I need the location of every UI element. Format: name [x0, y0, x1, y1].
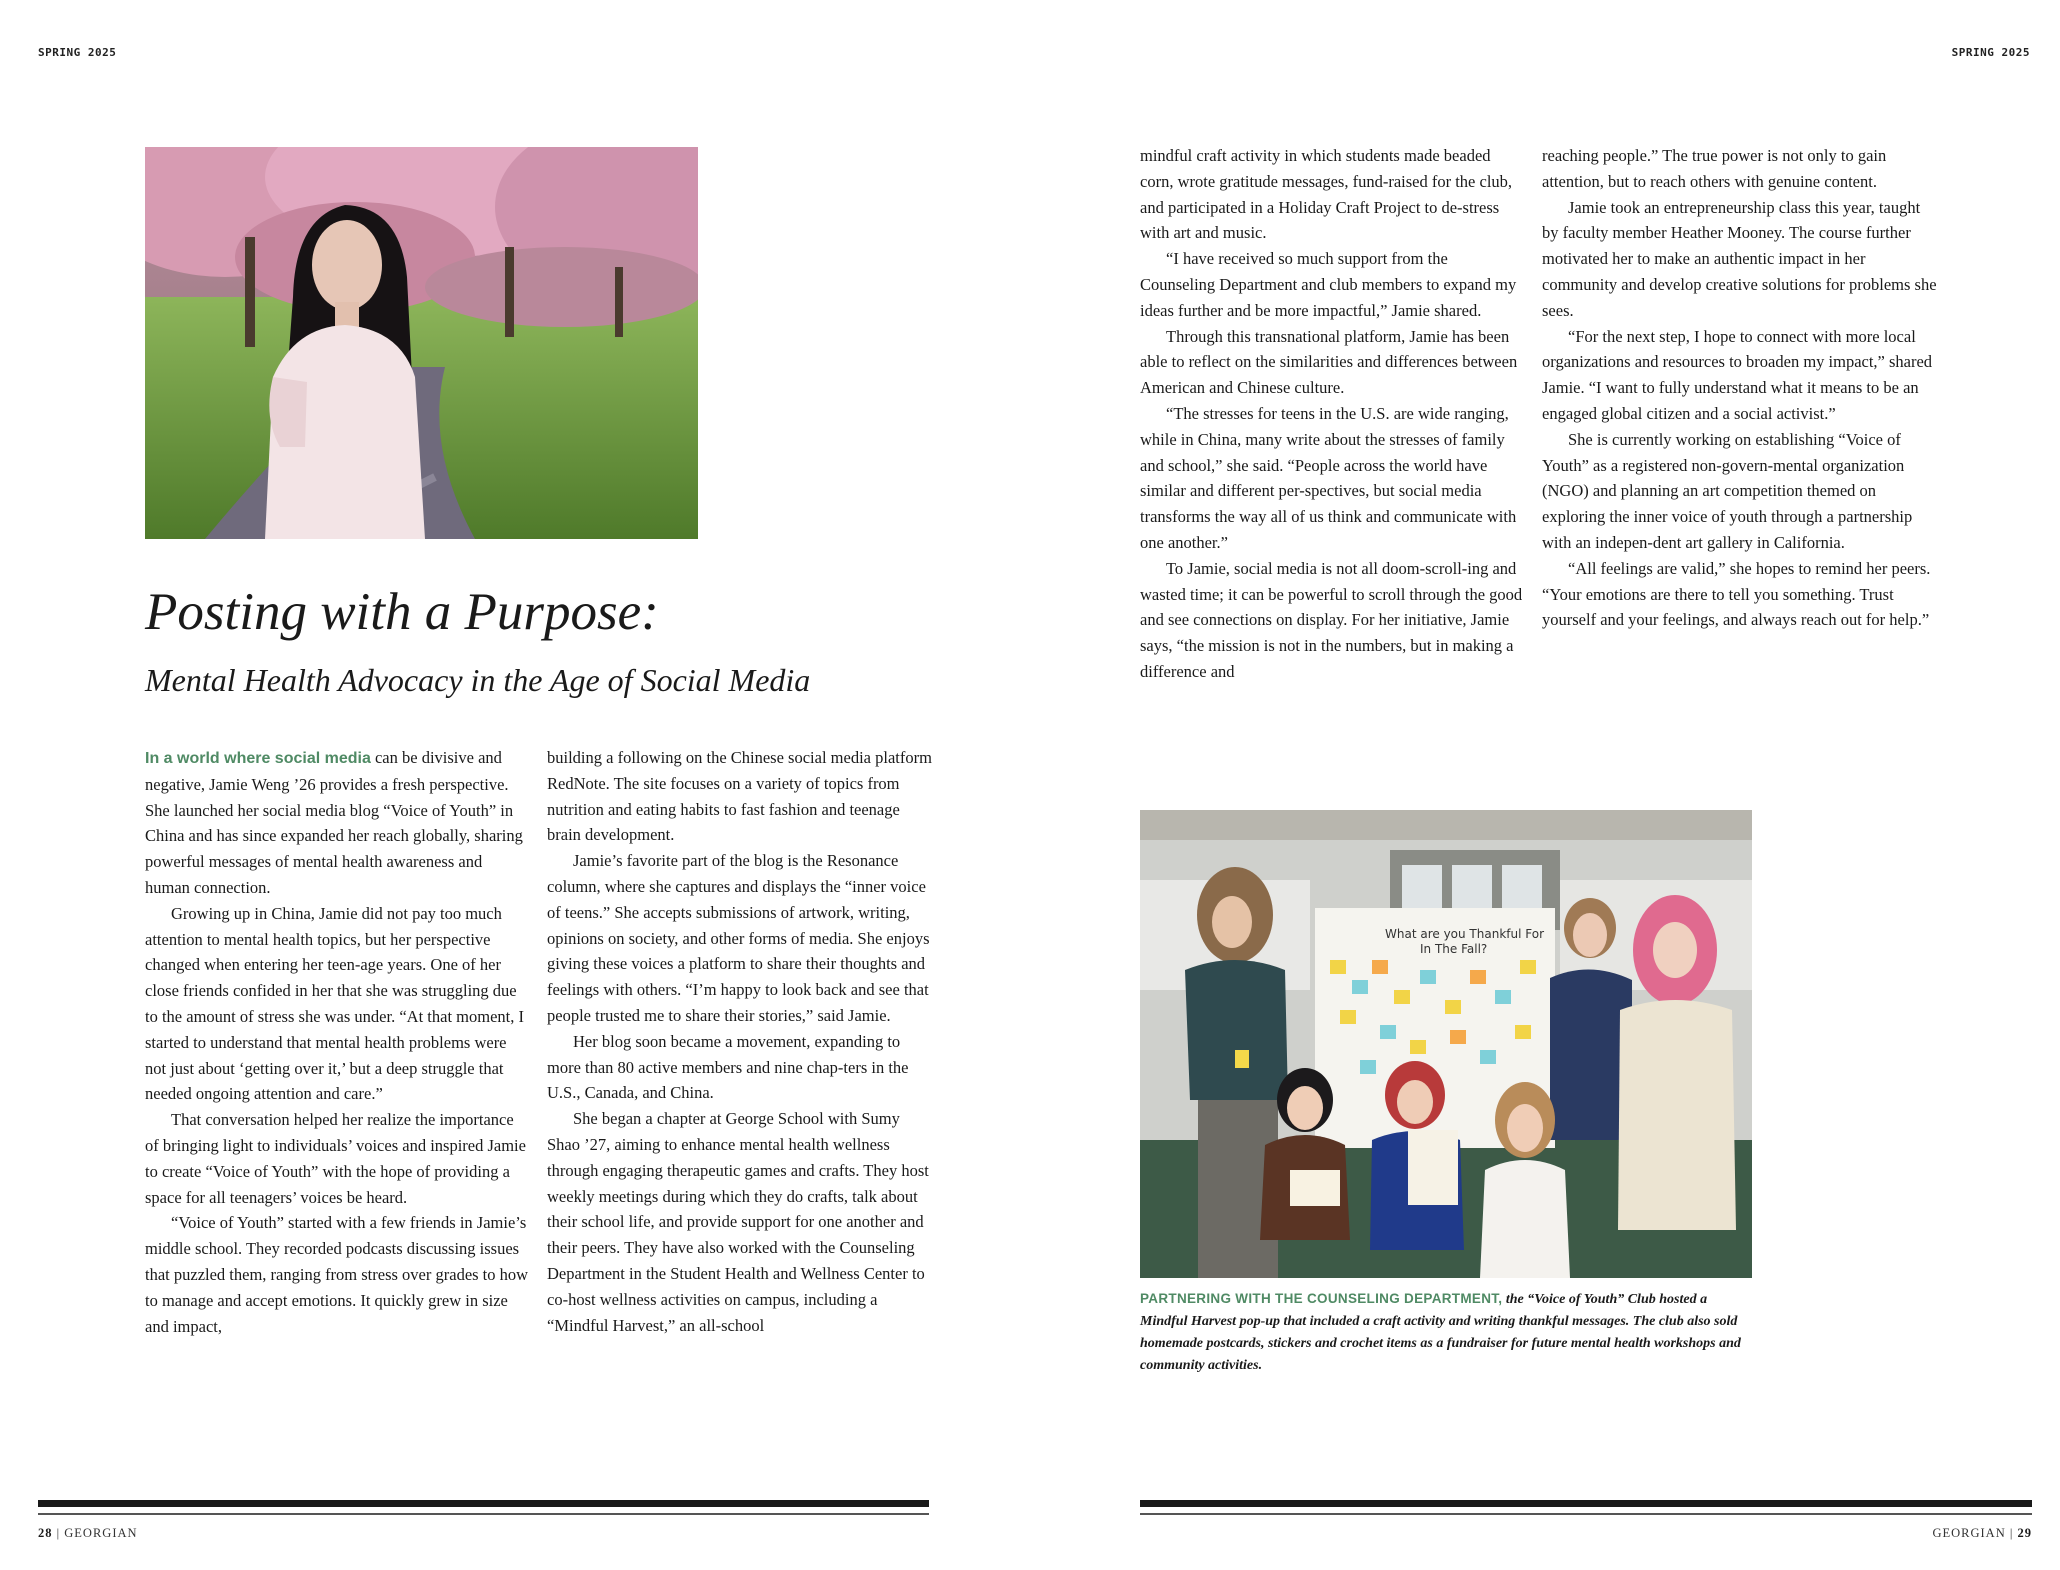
- caption-lead-in: PARTNERING WITH THE COUNSELING DEPARTMENT,: [1140, 1291, 1503, 1306]
- body-column-3: [1140, 143, 1525, 685]
- paragraph: She is currently working on establishing “Voice of Youth” as a registered non-govern-mental organization (NGO) and planning an art competition themed on exploring the inner voice of youth through a partnership with an indepen-dent art gallery in California.: [1542, 429, 1913, 552]
- paragraph: That conversation helped her realize the importance of bringing light to individuals’ voices and inspired Jamie to create “Voice of Youth” with the hope of providing a space for all teenagers’ voices be heard.: [145, 1110, 526, 1207]
- paragraph: In a world where social media can be divisive and negative, Jamie Weng ’26 provides a fresh perspective. She launched her social media blog “Voice of Youth” in China and has since expanded her reach globally, sharing powerful messages of mental health awareness and human connection.: [145, 748, 523, 897]
- paragraph: reaching people.” The true power is not only to gain attention, but to reach others with genuine content.: [1542, 146, 1887, 191]
- running-header-left: SPRING 2025: [38, 46, 117, 59]
- paragraph: To Jamie, social media is not all doom-scroll-ing and wasted time; it can be powerful to scroll through the good and see connections on display. For her initiative, Jamie says, “the mission is not in the numbers, but in making a difference and: [1140, 558, 1523, 681]
- paragraph: Her blog soon became a movement, expanding to more than 80 active members and nine chap-ters in the U.S., Canada, and China.: [547, 1031, 909, 1103]
- page-number: 28: [38, 1526, 53, 1540]
- paragraph: Through this transnational platform, Jamie has been able to reflect on the similarities and differences between American and Chinese culture.: [1140, 326, 1518, 398]
- group-photo: [1140, 810, 1752, 1278]
- footer-rule-thick: [38, 1500, 929, 1507]
- lead-in: In a world where social media: [145, 750, 371, 767]
- running-header-right: SPRING 2025: [1951, 46, 2030, 59]
- paragraph: Growing up in China, Jamie did not pay too much attention to mental health topics, but her perspective changed when entering her teen-age years. One of her close friends confided in her that she was struggling due to the amount of stress she was under. “At that moment, I started to understand that mental health problems were not just about ‘getting over it,’ but a deep struggle that needed ongoing attention and care.”: [145, 903, 524, 1104]
- publication-name: GEORGIAN: [1932, 1526, 2006, 1540]
- page-number: 29: [2017, 1526, 2032, 1540]
- publication-name: GEORGIAN: [64, 1526, 138, 1540]
- body-column-2: [547, 745, 932, 1338]
- portrait-photo: [145, 147, 698, 539]
- board-heading: In The Fall?: [1420, 942, 1488, 956]
- paragraph: “For the next step, I hope to connect with more local organizations and resources to broaden my impact,” shared Jamie. “I want to fully understand what it means to be an engaged global citizen and a social activist.”: [1542, 326, 1933, 423]
- paragraph: “Voice of Youth” started with a few friends in Jamie’s middle school. They recorded podcasts discussing issues that puzzled them, ranging from stress over grades to how to manage and accept emotions. It quickly grew in size and impact,: [145, 1213, 529, 1336]
- article-headline: Posting with a Purpose:: [145, 583, 659, 641]
- paragraph: “All feelings are valid,” she hopes to remind her peers. “Your emotions are there to tell you something. Trust yourself and your feelings, and always reach out for help.”: [1542, 558, 1931, 630]
- paragraph: mindful craft activity in which students made beaded corn, wrote gratitude messages, fund-raised for the club, and participated in a Holiday Craft Project to de-stress with art and music.: [1140, 146, 1513, 243]
- caption-text: the “Voice of Youth” Club hosted a Mindful Harvest pop-up that included a craft activity and writing thankful messages. The club also sold homemade postcards, stickers and crochet items as a fundraiser for future mental health workshops and community activities.: [1140, 1292, 1741, 1373]
- paragraph: building a following on the Chinese social media platform RedNote. The site focuses on a variety of topics from nutrition and eating habits to fast fashion and teenage brain development.: [547, 748, 932, 845]
- folio-right: [1932, 1526, 2032, 1541]
- paragraph: “I have received so much support from the Counseling Department and club members to expand my ideas further and be more impactful,” Jamie shared.: [1140, 249, 1517, 320]
- footer-rule-thin: [1140, 1513, 2032, 1515]
- board-heading: What are you Thankful For: [1385, 927, 1544, 941]
- article-subhead: Mental Health Advocacy in the Age of Social Media: [145, 662, 811, 698]
- paragraph: Jamie took an entrepreneurship class this year, taught by faculty member Heather Mooney. The course further motivated her to make an authentic impact in her community and develop creative solutions for problems she sees.: [1542, 197, 1937, 320]
- folio-separator: |: [56, 1526, 61, 1540]
- body-column-1: [145, 745, 530, 1339]
- photo-caption: [1140, 1288, 1752, 1377]
- footer-rule-thin: [38, 1513, 929, 1515]
- body-column-4: [1542, 143, 1937, 633]
- footer-rule-thick: [1140, 1500, 2032, 1507]
- paragraph: Jamie’s favorite part of the blog is the Resonance column, where she captures and displays the “inner voice of teens.” She accepts submissions of artwork, writing, opinions on society, and other forms of media. She enjoys giving these voices a platform to share their thoughts and feelings with others. “I’m happy to look back and see that people trusted me to share their stories,” said Jamie.: [547, 851, 930, 1025]
- folio-separator: |: [2009, 1526, 2014, 1540]
- paragraph: “The stresses for teens in the U.S. are wide ranging, while in China, many write about the stresses of family and school,” she said. “People across the world have similar and different per-spectives, but social media transforms the way all of us think and communicate with one another.”: [1140, 403, 1517, 552]
- folio-left: [38, 1526, 138, 1541]
- paragraph: She began a chapter at George School with Sumy Shao ’27, aiming to enhance mental health wellness through engaging therapeutic games and crafts. They host weekly meetings during which they do crafts, talk about their school life, and provide support for one another and their peers. They have also worked with the Counseling Department in the Student Health and Wellness Center to co-host wellness activities on campus, including a “Mindful Harvest,” an all-school: [547, 1109, 929, 1335]
